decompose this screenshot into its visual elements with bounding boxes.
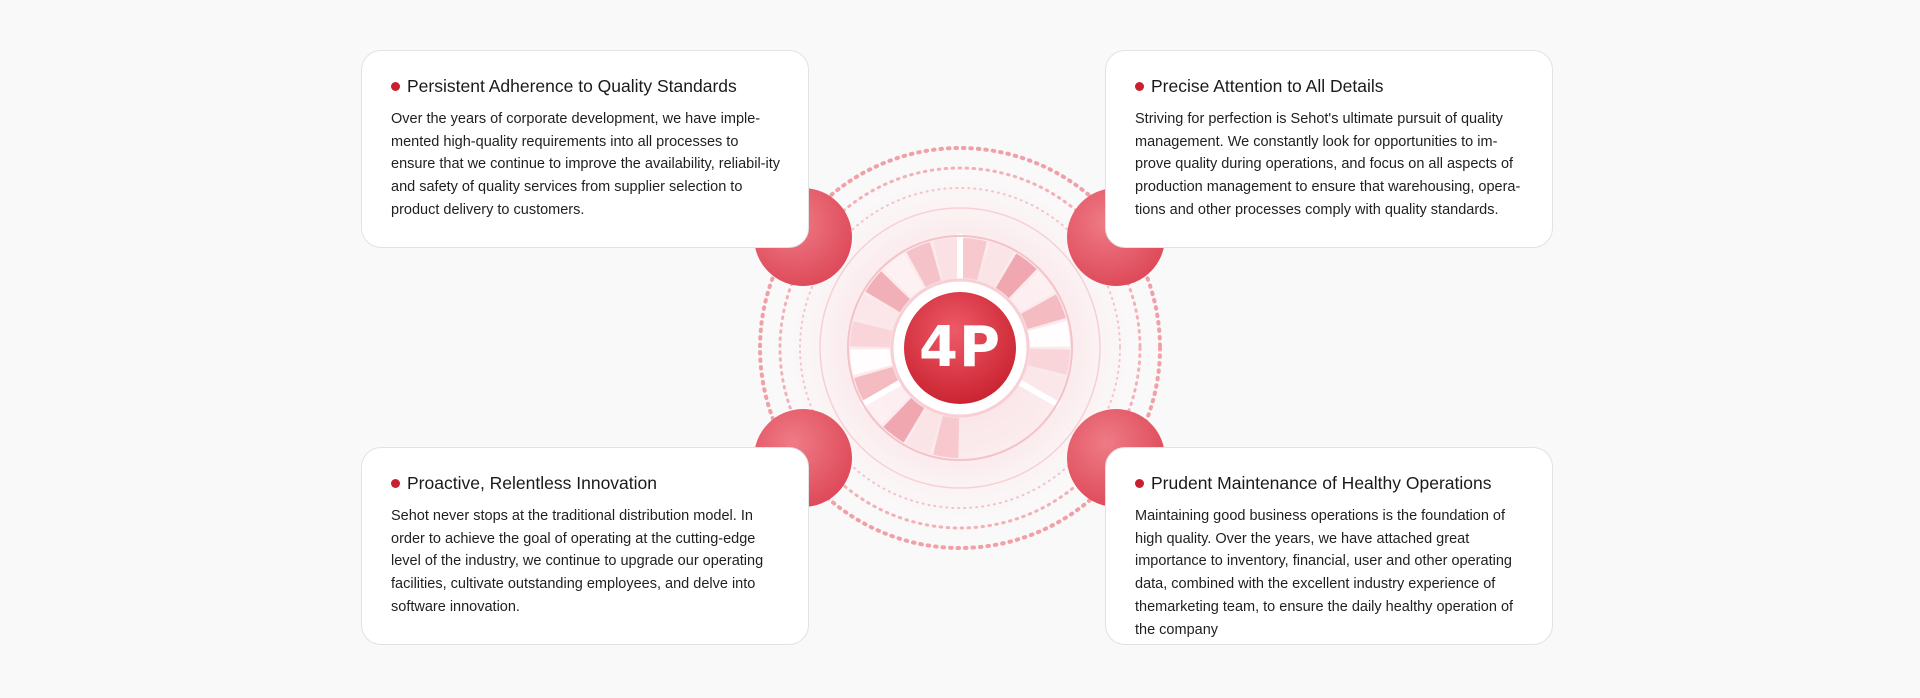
card-healthy-operations bbox=[1105, 447, 1553, 645]
bullet-icon bbox=[391, 479, 400, 488]
card-title: Proactive, Relentless Innovation bbox=[407, 473, 657, 493]
card-text: Sehot never stops at the traditional distribution model. In order to achieve the goal of operating at the cutting-edge level of the industry, we continue to upgrade our operating facilities, cultivate outstanding employees, and delve into software innovation. bbox=[391, 508, 764, 615]
card-title: Persistent Adherence to Quality Standards bbox=[407, 76, 737, 96]
center-label: 4P bbox=[918, 315, 1001, 380]
card-title-row bbox=[1135, 73, 1530, 99]
card-text: Maintaining good business operations is the foundation of high quality. Over the years, we have attached great importance to inventory, financial, user and other operating data, combined with the excellent industry experience of themarketing team, to ensure the daily healthy operation of the company bbox=[1135, 508, 1514, 638]
card-quality-standards bbox=[361, 50, 809, 248]
card-title-row bbox=[1135, 470, 1530, 496]
card-attention-to-details bbox=[1105, 50, 1553, 248]
card-title-row bbox=[391, 470, 786, 496]
card-title-row bbox=[391, 73, 786, 99]
card-text: Striving for perfection is Sehot's ultimate pursuit of quality management. We constantly look for opportunities to im-prove quality during operations, and focus on all aspects of production management to ensure that warehousing, opera-tions and other processes comply with quality standards. bbox=[1135, 111, 1521, 218]
card-title: Prudent Maintenance of Healthy Operations bbox=[1151, 473, 1492, 493]
card-innovation bbox=[361, 447, 809, 645]
card-text: Over the years of corporate development, we have imple-mented high-quality requirements into all processes to ensure that we continue to improve the availability, reliabil-ity and safety of quality services from supplier selection to product delivery to customers. bbox=[391, 111, 781, 218]
bullet-icon bbox=[1135, 479, 1144, 488]
card-title: Precise Attention to All Details bbox=[1151, 76, 1384, 96]
bullet-icon bbox=[391, 82, 400, 91]
bullet-icon bbox=[1135, 82, 1144, 91]
